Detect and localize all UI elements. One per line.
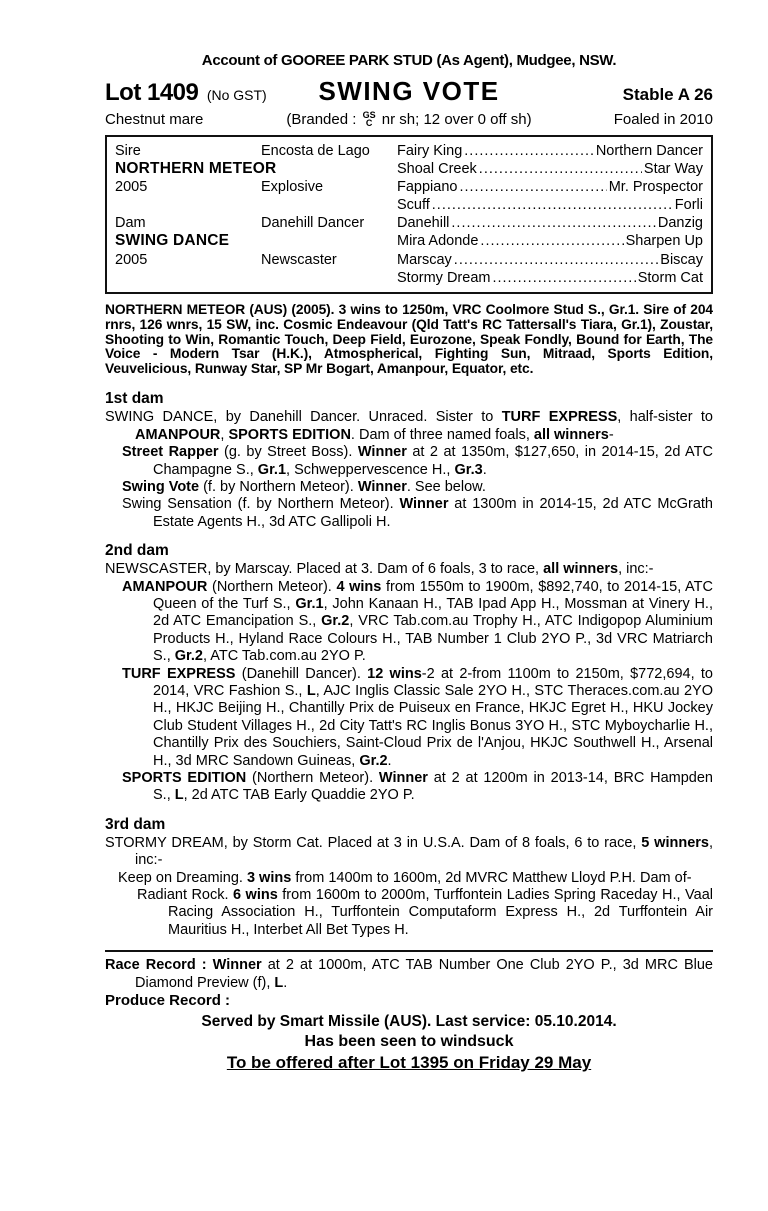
- pedigree-row: [115, 160, 703, 178]
- section-3rd-dam: [105, 816, 713, 939]
- section-heading-2nd-dam: 2nd dam: [105, 542, 169, 560]
- brand-prefix: (Branded :: [286, 111, 357, 128]
- pedigree-year: 2005: [115, 251, 148, 268]
- pedigree-ancestry: [397, 142, 703, 160]
- pedigree-row: [115, 214, 703, 232]
- dot-leader: [459, 178, 606, 196]
- foaled-year: Foaled in 2010: [613, 111, 713, 128]
- progeny-entry: Keep on Dreaming. 3 wins from 1400m to 1600m, 2d MVRC Matthew Lloyd P.H. Dam of-: [118, 869, 692, 886]
- pedigree-table: [105, 135, 713, 294]
- dot-leader: [479, 160, 642, 178]
- ancestor-name: Fairy King: [397, 143, 463, 159]
- ancestor-name: Fappiano: [397, 179, 458, 196]
- section-1st-dam: [105, 390, 713, 531]
- dam-paragraph: SWING DANCE, by Danehill Dancer. Unraced. Sister to TURF EXPRESS, half-sister to AMANPOUR, SPORTS EDITION. Dam of three named foals, all winners-: [105, 409, 713, 443]
- dam-name: SWING DANCE: [115, 232, 230, 250]
- color-sex: Chestnut mare: [105, 111, 204, 128]
- section-heading-1st-dam: 1st dam: [105, 390, 164, 408]
- lot-number: Lot 1409: [105, 79, 199, 106]
- progeny-entry: Swing Vote (f. by Northern Meteor). Winner. See below.: [122, 478, 486, 495]
- sire-summary: NORTHERN METEOR (AUS) (2005). 3 wins to 1250m, VRC Coolmore Stud S., Gr.1. Sire of 204 rnrs, 126 wnrs, 15 SW, inc. Cosmic Endeavour (Qld Tatt's RC Tattersall's Tiara, Gr.1), Zoustar, Shooting to Win, Romantic Touch, Deep Field, Eurozone, Speak Fondly, Bound for Earth, The Voice - Modern Tsar (H.K.), Atmospherical, Fighting Sun, Mitraad, Sports Edition, Veuvelicious, Runway Star, SP Mr Bogart, Amanpour, Equator, etc.: [105, 301, 713, 377]
- no-gst-label: (No GST): [206, 87, 267, 103]
- pedigree-row: [115, 251, 703, 269]
- ancestor-name: Marscay: [397, 251, 452, 268]
- description-row: [105, 111, 713, 128]
- brand-info: [261, 111, 558, 128]
- ancestor-sire: Storm Cat: [637, 269, 703, 286]
- dam-paragraph: STORMY DREAM, by Storm Cat. Placed at 3 in U.S.A. Dam of 8 foals, 6 to race, 5 winners, inc:-: [105, 834, 713, 869]
- pedigree-year: 2005: [115, 179, 148, 196]
- ancestor-sire: Northern Dancer: [595, 143, 703, 159]
- dot-leader: [492, 269, 635, 287]
- page-content: [105, 52, 713, 1074]
- vice-note: Has been seen to windsuck: [304, 1033, 514, 1051]
- progeny-entry: Street Rapper (g. by Street Boss). Winner at 2 at 1350m, $127,650, in 2014-15, 2d ATC Champagne S., Gr.1, Schweppervescence H., Gr.3.: [122, 444, 713, 478]
- pedigree-ancestry: [397, 214, 703, 232]
- progeny-entry: TURF EXPRESS (Danehill Dancer). 12 wins-2 at 2-from 1100m to 2150m, $772,694, to 2014, VRC Fashion S., L, AJC Inglis Classic Sale 2YO H., STC Theraces.com.au 2YO H., HKJC Beijing H., Chantilly Prix de Puiseux en France, HKJC Egret H., HKU Jockey Club Student Villages H., 2d City Tatt's RC Inglis Bonus 3YO H., STC Myboycharlie H., Chantilly Prix des Souchiers, Saint-Cloud Prix de l'Anjou, HKJC Southwell H., Arsenal H., 3d MRC Sandown Guineas, Gr.2.: [122, 665, 714, 769]
- dam-paragraph: NEWSCASTER, by Marscay. Placed at 3. Dam of 6 foals, 3 to race, all winners, inc:-: [105, 561, 654, 578]
- section-heading-3rd-dam: 3rd dam: [105, 815, 166, 833]
- pedigree-ancestry: [397, 232, 703, 250]
- ancestor-sire: Star Way: [643, 161, 703, 178]
- ancestor-name: Mira Adonde: [397, 233, 479, 250]
- footer-divider: [105, 950, 713, 1074]
- sire-name: NORTHERN METEOR: [115, 160, 277, 178]
- ancestor-sire: Sharpen Up: [625, 233, 703, 250]
- dot-leader: [454, 251, 658, 269]
- ancestor-name: Stormy Dream: [397, 269, 491, 286]
- ancestor-sire: Biscay: [660, 251, 703, 268]
- ancestor-sire: Danzig: [657, 215, 703, 232]
- pedigree-parent-name: Encosta de Lago: [261, 143, 370, 159]
- lot-title-row: [105, 76, 713, 107]
- stable-number: Stable A 26: [622, 85, 713, 104]
- dot-leader: [432, 196, 673, 214]
- pedigree-parent-name: Danehill Dancer: [261, 215, 365, 232]
- pedigree-parent-name: Explosive: [261, 179, 324, 196]
- progeny-entry: SPORTS EDITION (Northern Meteor). Winner at 2 at 1200m in 2013-14, BRC Hampden S., L, 2d ATC TAB Early Quaddie 2YO P.: [122, 770, 713, 804]
- ancestor-name: Shoal Creek: [397, 161, 477, 178]
- brand-mark-bottom: C: [365, 118, 373, 128]
- brand-mark: [363, 111, 376, 127]
- pedigree-row: [115, 232, 703, 250]
- pedigree-row: [115, 269, 703, 287]
- pedigree-role: Dam: [115, 215, 146, 232]
- ancestor-sire: Mr. Prospector: [608, 179, 703, 196]
- ancestor-name: Danehill: [397, 215, 450, 232]
- pedigree-parent-name: Newscaster: [261, 251, 337, 268]
- pedigree-row: [115, 196, 703, 214]
- pedigree-ancestry: [397, 160, 703, 178]
- ancestor-sire: Forli: [674, 197, 703, 214]
- pedigree-ancestry: [397, 178, 703, 196]
- dot-leader: [464, 142, 594, 160]
- ancestor-name: Scuff: [397, 197, 430, 214]
- brand-suffix: nr sh; 12 over 0 off sh): [381, 111, 532, 128]
- vendor-account-line: Account of GOOREE PARK STUD (As Agent), Mudgee, NSW.: [201, 52, 617, 69]
- pedigree-ancestry: [397, 269, 703, 287]
- pedigree-ancestry: [397, 251, 703, 269]
- progeny-entry: Radiant Rock. 6 wins from 1600m to 2000m, Turffontein Ladies Spring Raceday H., Vaal Racing Association H., Turffontein Computaform Express H., 2d Turffontein Air Mauritius H., Interbet All Bet Types H.: [137, 887, 713, 938]
- pedigree-role: Sire: [115, 143, 141, 159]
- pedigree-ancestry: [397, 196, 703, 214]
- produce-record: Produce Record :: [105, 992, 231, 1010]
- progeny-entry: AMANPOUR (Northern Meteor). 4 wins from 1550m to 1900m, $892,740, to 2014-15, ATC Queen of the Turf S., Gr.1, John Kanaan H., TAB Ipad App H., Mossman at Vinery H., 2d ATC Emancipation S., Gr.2, VRC Tab.com.au Trophy H., ATC Indigopop Aluminium Products H., Hyland Race Colours H., TAB Number 1 Club 2YO P., 3d VRC Matriarch S., Gr.2, ATC Tab.com.au 2YO P.: [122, 578, 713, 665]
- horse-name: SWING VOTE: [318, 76, 500, 106]
- lot-left: [105, 79, 318, 107]
- section-2nd-dam: [105, 542, 713, 805]
- offering-note: To be offered after Lot 1395 on Friday 29 May: [226, 1053, 592, 1073]
- race-record: Race Record : Winner at 2 at 1000m, ATC TAB Number One Club 2YO P., 3d MRC Blue Diamond Preview (f), L.: [105, 957, 714, 991]
- dot-leader: [451, 214, 655, 232]
- dot-leader: [480, 232, 623, 250]
- service-note: Served by Smart Missile (AUS). Last service: 05.10.2014.: [201, 1013, 617, 1031]
- progeny-entry: Swing Sensation (f. by Northern Meteor). Winner at 1300m in 2014-15, 2d ATC McGrath Estate Agents H., 3d ATC Gallipoli H.: [122, 496, 713, 530]
- pedigree-row: [115, 142, 703, 160]
- pedigree-row: [115, 178, 703, 196]
- brand-mark-top: GS: [362, 110, 376, 120]
